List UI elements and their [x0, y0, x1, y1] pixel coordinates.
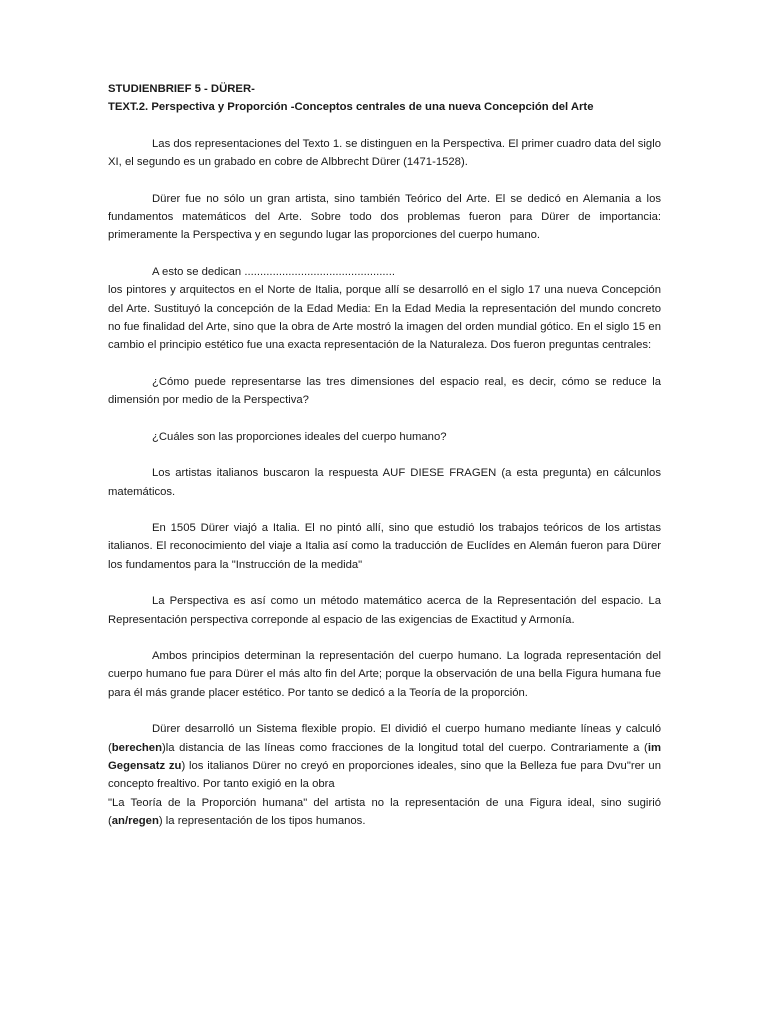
document-title: STUDIENBRIEF 5 - DÜRER- — [108, 83, 255, 95]
paragraph-question-1: ¿Cómo puede representarse las tres dimensiones del espacio real, es decir, cómo se reduce la dimensión por medio de la Perspectiva? — [108, 375, 661, 407]
paragraph-2: Dürer fue no sólo un gran artista, sino también Teórico del Arte. El se dedicó en Alemania a los fundamentos matemáticos del Arte. Sobre todo dos problemas fueron para Dürer de importancia: primeramente la Perspectiva y en segundo lugar las proporciones del cuerpo humano. — [108, 192, 661, 242]
spacer — [108, 355, 661, 373]
spacer — [108, 117, 661, 135]
text-run: Dürer desarrolló un Sistema flexible propio. El dividió el cuerpo humano mediante líneas y calculó ( — [108, 723, 661, 754]
paragraph-7: En 1505 Dürer viajó a Italia. El no pintó allí, sino que estudió los trabajos teóricos de los artistas italianos. El reconocimiento del viaje a Italia así como la traducción de Euclídes en Alemán fueron para Dürer los fundamentos para la "Instrucción de la medida" — [108, 521, 661, 571]
text-run: ) los italianos Dürer no creyó en proporciones ideales, sino que la Belleza fue para Dvu"rer un concepto frealtivo. Por tanto exigió en la obra — [108, 759, 661, 791]
spacer — [108, 410, 661, 428]
paragraph-11 — [108, 794, 661, 831]
bold-term: an/regen — [111, 815, 159, 828]
paragraph-1: Las dos representaciones del Texto 1. se distinguen en la Perspectiva. El primer cuadro data del siglo XI, el segundo es un grabado en cobre de Albbrecht Dürer (1471-1528). — [108, 137, 661, 169]
bold-term: im Gegensatz zu — [108, 741, 661, 772]
spacer — [108, 629, 661, 647]
paragraph-6: Los artistas italianos buscaron la respuesta AUF DIESE FRAGEN (a esta pregunta) en cálcunlos matemáticos. — [108, 467, 661, 498]
paragraph-9: Ambos principios determinan la representación del cuerpo humano. La lograda representación del cuerpo humano fue para Dürer el más alto fin del Arte; porque la observación de una bella Figura humana fue para él más grande placer estético. Por tanto se dedicó a la Teoría de la proporción. — [108, 649, 661, 699]
spacer — [108, 245, 661, 263]
spacer — [108, 446, 661, 464]
paragraph-10 — [108, 720, 661, 794]
paragraph-question-2: ¿Cuáles son las proporciones ideales del cuerpo humano? — [152, 430, 447, 443]
spacer — [108, 574, 661, 592]
paragraph-3-lead: A esto se dedican ................................................ — [152, 265, 395, 278]
spacer — [108, 702, 661, 720]
spacer — [108, 172, 661, 190]
bold-term: berechen — [111, 741, 162, 754]
spacer — [108, 501, 661, 519]
paragraph-3-body: los pintores y arquitectos en el Norte de Italia, porque allí se desarrolló en el siglo 17 una nueva Concepción del Arte. Sustituyó la concepción de la Edad Media: En la Edad Media la representación del mundo concreto no fue finalidad del Arte, sino que la obra de Arte mostró la imagen del orden mundial gótico. En el siglo 15 en cambio el principio estético fue una exacta representación de la Naturaleza. Dos fueron preguntas centrales: — [108, 284, 661, 352]
text-run: )la distancia de las líneas como fracciones de la longitud total del cuerpo. Contrariamente a ( — [162, 741, 648, 754]
document-subtitle: TEXT.2. Perspectiva y Proporción -Conceptos centrales de una nueva Concepción del Arte — [108, 101, 594, 114]
document-body — [108, 80, 661, 831]
text-run: ) la representación de los tipos humanos. — [158, 815, 366, 828]
text-run: "La Teoría de la Proporción humana" del artista no la representación de una Figura ideal, sino sugirió ( — [108, 796, 661, 828]
paragraph-8: La Perspectiva es así como un método matemático acerca de la Representación del espacio. La Representación perspectiva correponde al espacio de las exigencias de Exactitud y Armonía. — [108, 595, 661, 626]
